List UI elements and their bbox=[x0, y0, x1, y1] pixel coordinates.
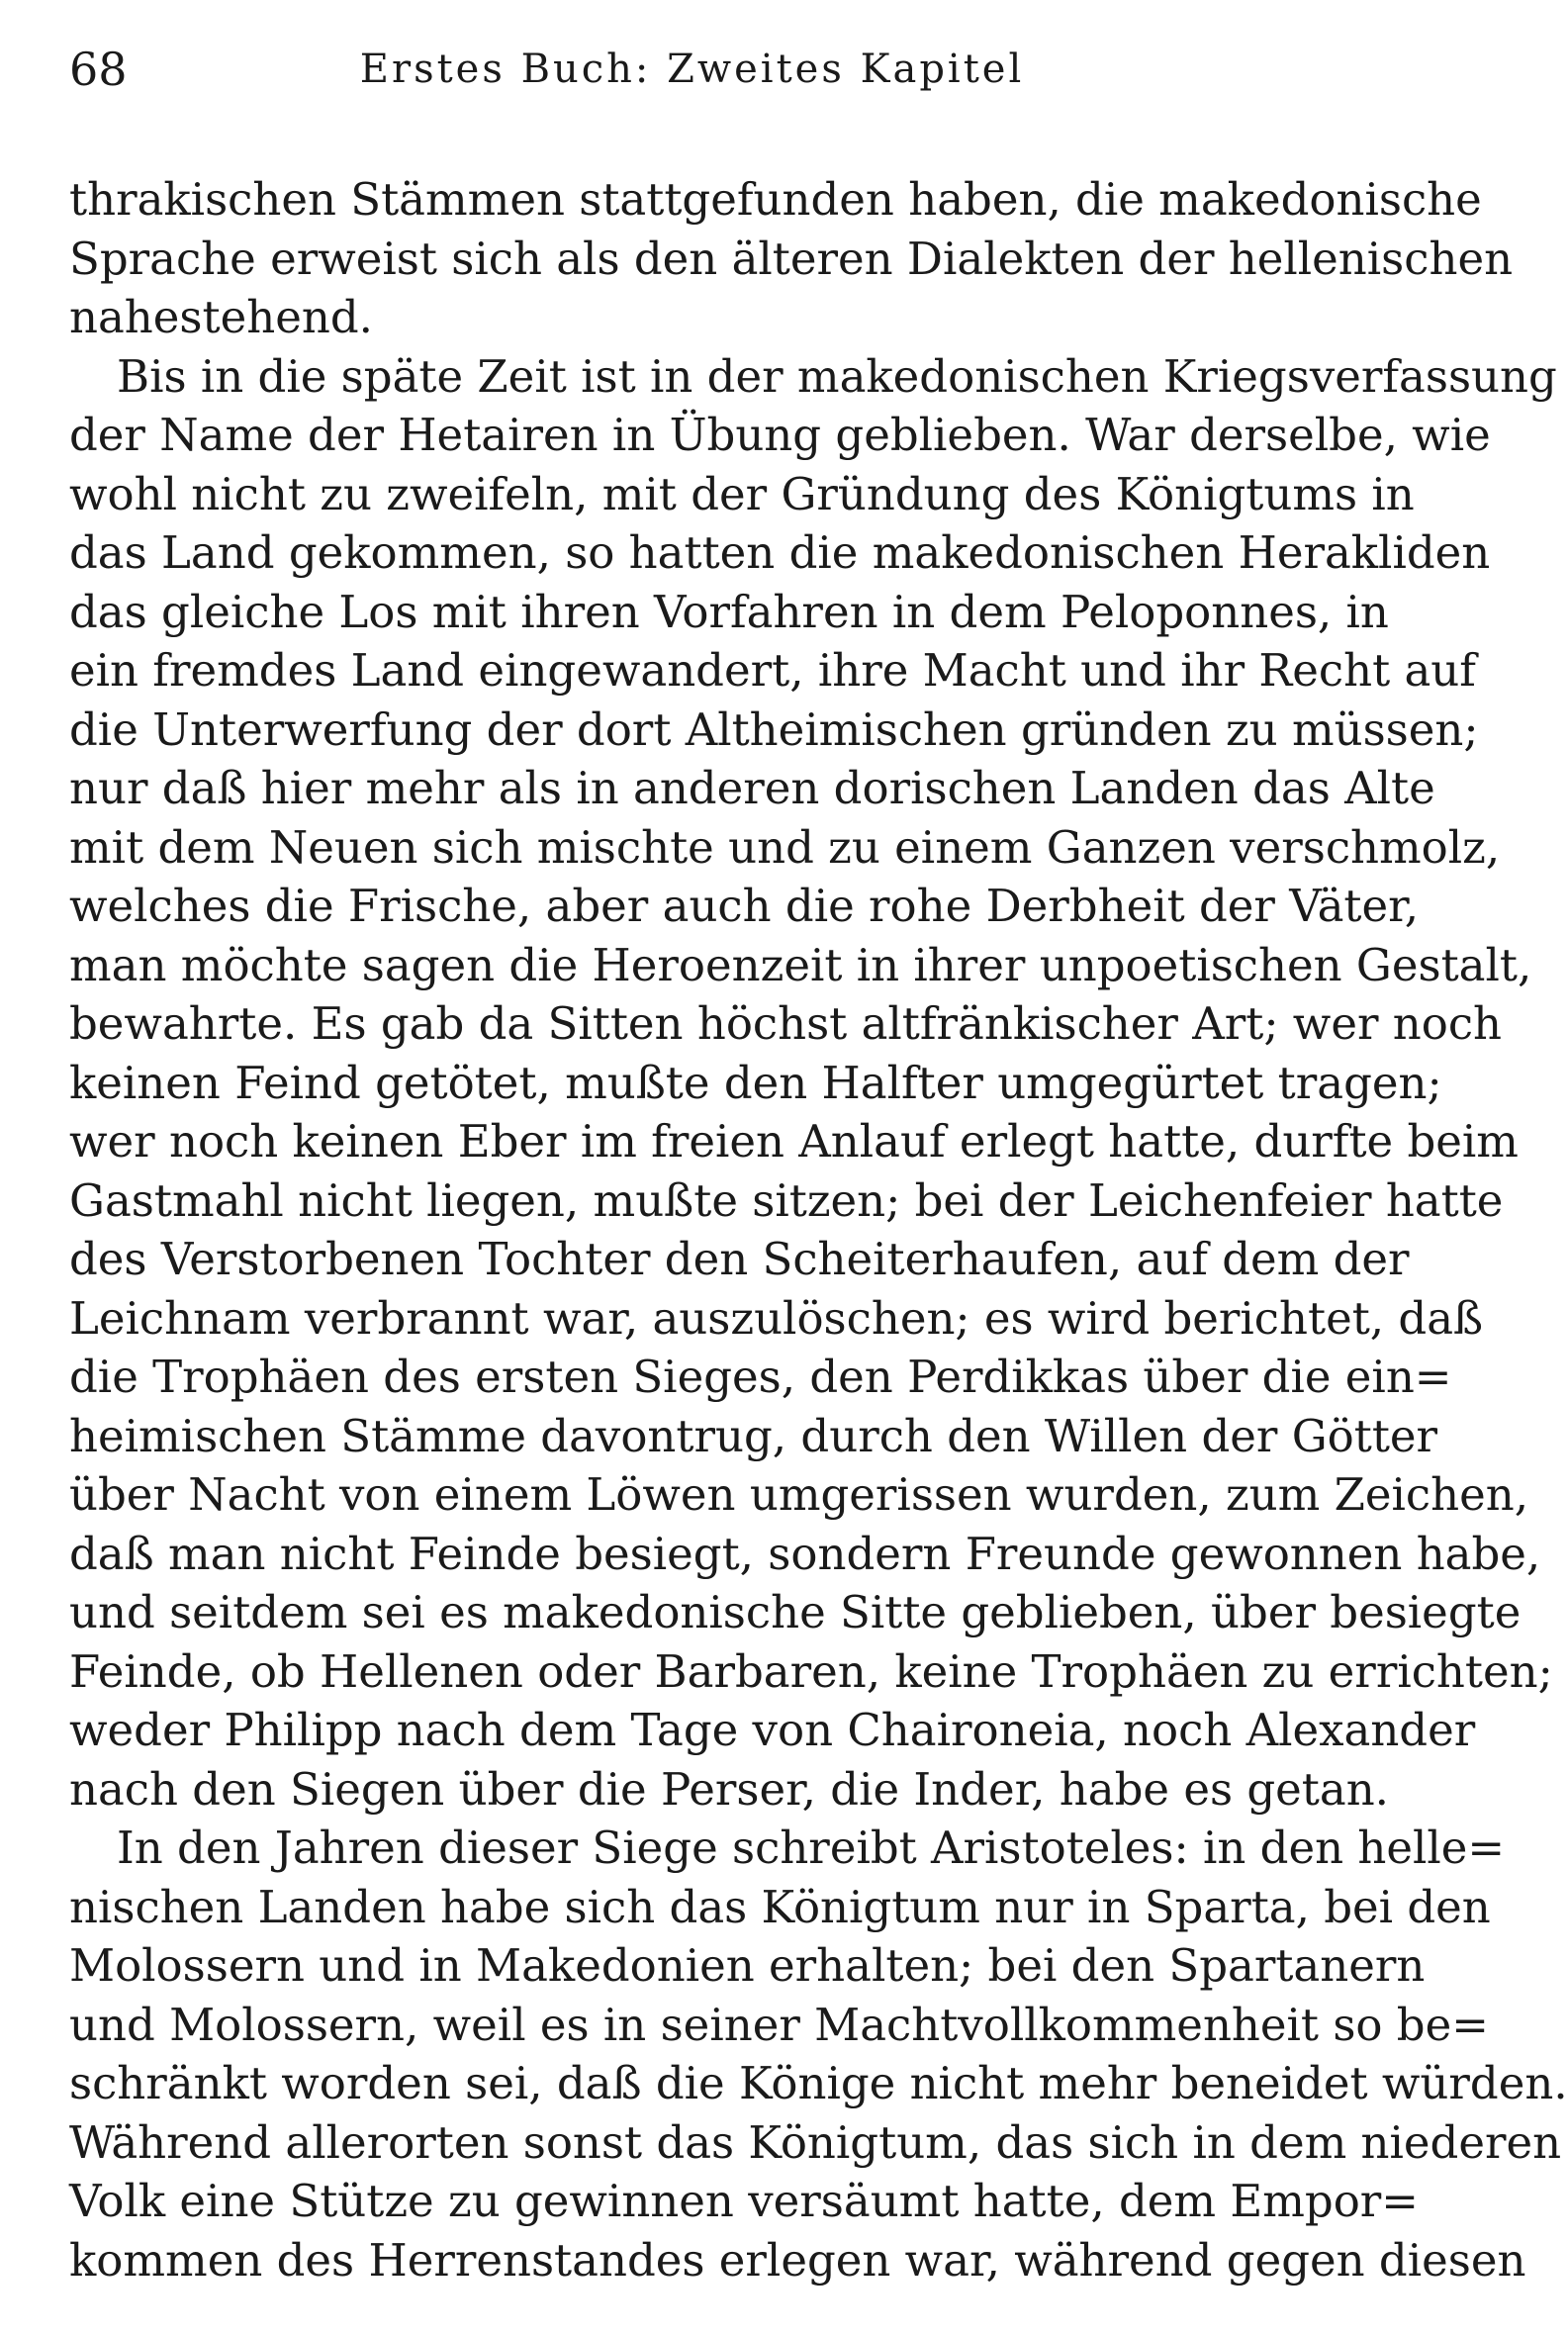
text-line: welches die Frische, aber auch die rohe Derbheit der Väter, bbox=[69, 880, 1420, 932]
text-line: bewahrte. Es gab da Sitten höchst altfränkischer Art; wer noch bbox=[69, 997, 1503, 1050]
text-line: Molossern und in Makedonien erhalten; bei den Spartanern bbox=[69, 1939, 1426, 1992]
text-line: nischen Landen habe sich das Königtum nur in Sparta, bei den bbox=[69, 1880, 1491, 1933]
text-line: In den Jahren dieser Siege schreibt Aristoteles: in den helle= bbox=[117, 1821, 1506, 1874]
text-line: kommen des Herrenstandes erlegen war, während gegen diesen bbox=[69, 2233, 1526, 2287]
paragraph bbox=[69, 347, 1557, 1820]
text-line: der Name der Hetairen in Übung geblieben. War derselbe, wie bbox=[69, 409, 1491, 461]
text-line: und Molossern, weil es in seiner Machtvollkommenheit so be= bbox=[69, 1998, 1489, 2051]
text-line: Volk eine Stütze zu gewinnen versäumt hatte, dem Empor= bbox=[69, 2175, 1419, 2227]
text-line: Feinde, ob Hellenen oder Barbaren, keine Trophäen zu errichten; bbox=[69, 1644, 1553, 1698]
text-line: Bis in die späte Zeit ist in der makedonischen Kriegsverfassung bbox=[117, 349, 1557, 403]
text-line: nach den Siegen über die Perser, die Inder, habe es getan. bbox=[69, 1762, 1389, 1816]
text-line: man möchte sagen die Heroenzeit in ihrer unpoetischen Gestalt, bbox=[69, 938, 1532, 991]
chapter-heading: Erstes Buch: Zweites Kapitel bbox=[359, 47, 1025, 92]
text-line: nur daß hier mehr als in anderen dorischen Landen das Alte bbox=[69, 762, 1435, 814]
text-line: Sprache erweist sich als den älteren Dialekten der hellenischen bbox=[69, 232, 1514, 285]
text-line: schränkt worden sei, daß die Könige nicht mehr beneidet würden. bbox=[69, 2057, 1568, 2109]
text-line: keinen Feind getötet, mußte den Halfter umgegürtet tragen; bbox=[69, 1056, 1442, 1109]
running-head bbox=[69, 40, 1315, 99]
text-line: heimischen Stämme davontrug, durch den Willen der Götter bbox=[69, 1409, 1438, 1462]
text-line: ein fremdes Land eingewandert, ihre Macht und ihr Recht auf bbox=[69, 644, 1476, 697]
body-text bbox=[69, 170, 1568, 2289]
text-line: wer noch keinen Eber im freien Anlauf erlegt hatte, durfte beim bbox=[69, 1115, 1519, 1168]
text-line: mit dem Neuen sich mischte und zu einem Ganzen verschmolz, bbox=[69, 820, 1501, 874]
text-line: die Trophäen des ersten Sieges, den Perdikkas über die ein= bbox=[69, 1351, 1452, 1403]
text-line: thrakischen Stämmen stattgefunden haben, die makedonische bbox=[69, 173, 1482, 226]
paragraph bbox=[69, 170, 1514, 347]
text-line: über Nacht von einem Löwen umgerissen wurden, zum Zeichen, bbox=[69, 1468, 1529, 1521]
text-line: nahestehend. bbox=[69, 291, 373, 343]
text-line: daß man nicht Feinde besiegt, sondern Freunde gewonnen habe, bbox=[69, 1527, 1541, 1580]
text-line: das Land gekommen, so hatten die makedonischen Herakliden bbox=[69, 526, 1491, 579]
text-line: des Verstorbenen Tochter den Scheiterhaufen, auf dem der bbox=[69, 1233, 1410, 1285]
text-line: weder Philipp nach dem Tage von Chaironeia, noch Alexander bbox=[69, 1704, 1476, 1756]
text-line: wohl nicht zu zweifeln, mit der Gründung des Königtums in bbox=[69, 467, 1415, 520]
text-line: Leichnam verbrannt war, auszulöschen; es wird berichtet, daß bbox=[69, 1291, 1484, 1345]
paragraph bbox=[69, 1819, 1568, 2289]
text-line: und seitdem sei es makedonische Sitte geblieben, über besiegte bbox=[69, 1586, 1522, 1638]
page-number: 68 bbox=[69, 43, 128, 96]
text-line: Gastmahl nicht liegen, mußte sitzen; bei der Leichenfeier hatte bbox=[69, 1173, 1504, 1227]
text-line: die Unterwerfung der dort Altheimischen gründen zu müssen; bbox=[69, 702, 1479, 756]
text-line: Während allerorten sonst das Königtum, das sich in dem niederen bbox=[69, 2115, 1562, 2169]
text-line: das gleiche Los mit ihren Vorfahren in dem Peloponnes, in bbox=[69, 585, 1389, 638]
